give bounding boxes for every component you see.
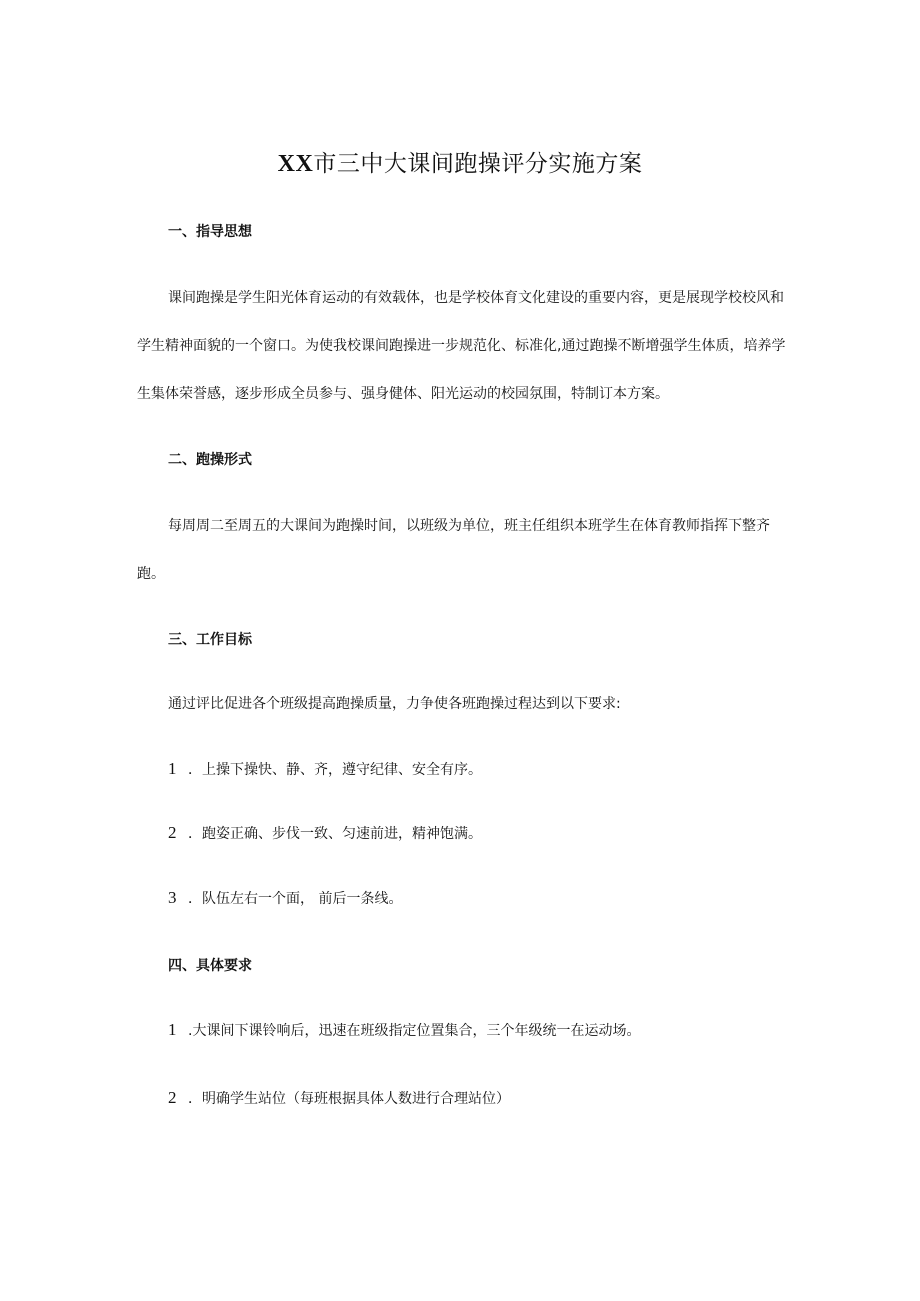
item-number: 3 [168, 888, 177, 907]
item-number: 2 [168, 823, 177, 842]
document-title [0, 148, 920, 180]
section-2-line-2: 跑。 [137, 566, 165, 582]
title-prefix: XX [277, 151, 314, 177]
section-3-intro: 通过评比促进各个班级提高跑操质量，力争使各班跑操过程达到以下要求: [168, 696, 621, 712]
section-1-line-2: 学生精神面貌的一个窗口。为使我校课间跑操进一步规范化、标准化,通过跑操不断增强学生体质，培养学 [137, 338, 786, 354]
item-number: 1 [168, 759, 177, 778]
item-text: .大课间下课铃响后，迅速在班级指定位置集合，三个年级统一在运动场。 [188, 1023, 641, 1039]
section-1-line-3: 生集体荣誉感，逐步形成全员参与、强身健体、阳光运动的校园氛围，特制订本方案。 [137, 386, 669, 402]
title-text: 市三中大课间跑操评分实施方案 [313, 151, 643, 177]
list-item [168, 758, 482, 781]
item-text: ．明确学生站位（每班根据具体人数进行合理站位） [188, 1091, 510, 1107]
item-text: ．队伍左右一个面， 前后一条线。 [188, 891, 403, 907]
section-heading-4: 四、具体要求 [168, 958, 252, 974]
list-item [168, 1087, 510, 1110]
section-1-line-1: 课间跑操是学生阳光体育运动的有效载体，也是学校体育文化建设的重要内容，更是展现学校校风和 [168, 290, 784, 306]
section-heading-1: 一、指导思想 [168, 224, 252, 240]
item-text: ．跑姿正确、步伐一致、匀速前进，精神饱满。 [188, 826, 482, 842]
list-item [168, 822, 482, 845]
section-2-line-1: 每周周二至周五的大课间为跑操时间，以班级为单位，班主任组织本班学生在体育教师指挥下整齐 [168, 518, 770, 534]
section-heading-2: 二、跑操形式 [168, 452, 252, 468]
item-number: 1 [168, 1020, 177, 1039]
list-item [168, 1019, 640, 1042]
item-text: ．上操下操快、静、齐，遵守纪律、安全有序。 [188, 762, 482, 778]
item-number: 2 [168, 1088, 177, 1107]
list-item [168, 887, 402, 910]
section-heading-3: 三、工作目标 [168, 632, 252, 648]
